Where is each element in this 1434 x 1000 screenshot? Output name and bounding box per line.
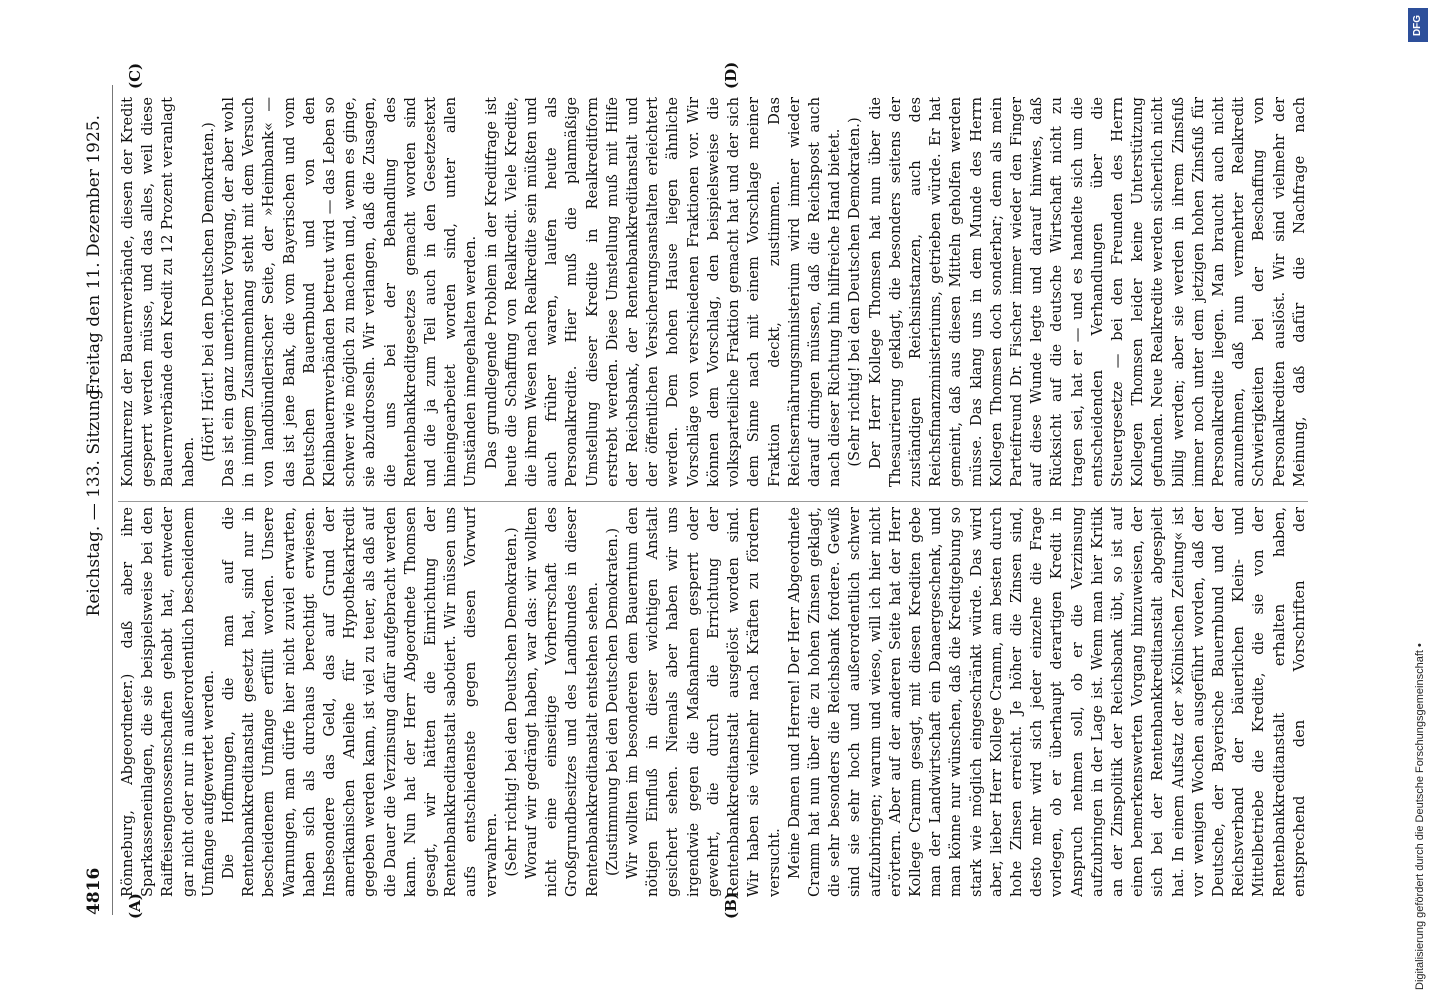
page-number: 4816 <box>84 867 104 915</box>
interjection: (Sehr richtig! bei den Deutschen Demokraten.) <box>502 527 520 877</box>
paragraph: Die Hoffnungen, die man auf die Rentenbankkreditanstalt gesetzt hat, sind nur in bescheidenem Umfange erfüllt worden. Unsere Warnungen, man dürfe hier nicht zuviel erwarten, haben sich als durchaus berechtigt erwiesen. Insbesondere das Geld, das auf Grund der amerikanischen Anleihe für Hypothekarkredit gegeben werden kann, ist viel zu teuer, als daß auf die Dauer die Verzinsung dafür aufgebracht werden kann. Nun hat der Herr Abgeordnete Thomsen gesagt, wir hätten die Einrichtung der Rentenbankkreditanstalt sabotiert. Wir müssen uns aufs entschiedenste gegen diesen Vorwurf verwahren. <box>220 507 500 897</box>
right-text-column <box>118 97 1308 487</box>
rotated-document-page <box>82 61 1332 919</box>
paragraph: Das grundlegende Problem in der Kreditfrage ist heute die Schaffung von Realkredit. Viele Kredite, die ihrem Wesen nach Realkredite sein müßten und auch früher waren, laufen heute als Personalkredite. Hier muß die planmäßige Umstellung dieser Kredite in Realkreditform erstrebt werden. Diese Umstellung muß mit Hilfe der Reichsbank, der Rentenbankkreditanstalt und der öffentlichen Versicherungsanstalten erleichtert werden. Dem hohen Hause liegen ähnliche Vorschläge von verschiedenen Fraktionen vor. Wir können dem Vorschlag, den beispielsweise die volksparteiliche Fraktion gemacht hat und der sich dem Sinne nach mit einem Vorschlage meiner Fraktion deckt, zustimmen. Das Reichsernährungsministerium wird immer wieder darauf dringen müssen, daß die Reichspost auch nach dieser Richtung hin hilfreiche Hand bietet. <box>482 97 844 487</box>
marker-a: (A) <box>126 893 144 919</box>
paragraph: Das ist ein ganz unerhörter Vorgang, der aber wohl in innigem Zusammenhang steht mit dem Versuch von landbündlerischer Seite, der »Heimbank« — das ist jene Bank, die vom Bayerischen und vom Deutschen Bauernbund und von den Kleinbauernverbänden betreut wird — das Leben so schwer wie möglich zu machen und, wenn es ginge, sie abzudrosseln. Wir verlangen, daß die Zusagen, die uns bei der Behandlung des Rentenbankkreditgesetzes gemacht worden sind und die ja zum Teil auch in den Gesetzestext hineingearbeitet worden sind, unter allen Umständen innegehalten werden. <box>220 97 480 487</box>
paragraph: Der Herr Kollege Thomsen hat nun über die Thesaurierung geklagt, die besonders seitens der zuständigen Reichsinstanzen, auch des Reichsfinanzministeriums, getrieben würde. Er hat gemeint, daß aus diesen Mitteln geholfen werden müsse. Das klang uns in dem Munde des Herrn Kollegen Thomsen doch sonderbar; denn als mein Parteifreund Dr. Fischer immer wieder den Finger auf diese Wunde legte und darauf hinwies, daß Rücksicht auf die deutsche Wirtschaft nicht zu tragen sei, hat er — und es handelte sich um die entscheidenden Verhandlungen über die Steuergesetze — bei den Freunden des Herrn Kollegen Thomsen leider keine Unterstützung gefunden. Neue Realkredite werden sicherlich nicht billig werden; aber sie werden in ihrem Zinsfuß immer noch unter dem jetzigen hohen Zinsfuß für Personalkredite liegen. Man braucht auch nicht anzunehmen, daß nun vermehrter Realkredit Schwierigkeiten bei der Beschaffung von Personalkrediten auslöst. Wir sind vielmehr der Meinung, daß dafür die Nachfrage nach <box>866 97 1308 487</box>
interjection: (Zustimmung bei den Deutschen Demokraten.) <box>603 527 621 877</box>
header-rule <box>112 85 113 915</box>
dfg-logo-text: DFG <box>1412 14 1424 36</box>
column-divider <box>118 501 1308 502</box>
header-date: Freitag den 11. Dezember 1925. <box>84 115 104 396</box>
header-session: Reichstag. — 133. Sitzung. <box>84 383 104 617</box>
marker-d: (D) <box>722 61 740 89</box>
digitization-credit: Digitalisierung gefördert durch die Deutsche Forschungsgemeinschaft • <box>1414 643 1426 990</box>
paragraph: Worauf wir gedrängt haben, war das: wir wollten nicht eine einseitige Vorherrschaft des Großgrundbesitzes und des Landbundes in dieser Rentenbankkreditanstalt entstehen sehen. <box>523 507 601 897</box>
paragraph: Rönneburg, Abgeordneter.) daß aber ihre Sparkasseneinlagen, die sie beispielsweise bei den Raiffeisengenossenschaften gehabt hat, entweder gar nicht oder nur in außerordentlich bescheidenem Umfange aufgewertet werden. <box>119 507 217 897</box>
paragraph: Konkurrenz der Bauernverbände, diesen der Kredit gesperrt werden müsse, und das alles, weil diese Bauernverbände den Kredit zu 12 Prozent veranlagt haben. <box>119 97 197 487</box>
page-header <box>82 85 112 915</box>
paragraph: Meine Damen und Herren! Der Herr Abgeordnete Cramm hat nun über die zu hohen Zinsen geklagt, die sehr besonders die Reichsbank fordere. Gewiß sind sie sehr hoch und außerordentlich schwer aufzubringen; warum und wieso, will ich hier nicht erörtern. Aber auf der anderen Seite hat der Herr Kollege Cramm gesagt, mit diesen Krediten gebe man der Landwirtschaft ein Danaergeschenk, und man könne nur wünschen, daß die Kreditgebung so stark wie möglich eingeschränkt würde. Das wird aber, lieber Herr Kollege Cramm, am besten durch hohe Zinsen erreicht. Je höher die Zinsen sind, desto mehr wird sich jeder einzelne die Frage vorlegen, ob er überhaupt derartigen Kredit in Anspruch nehmen soll, ob er die Verzinsung aufzubringen in der Lage ist. Wenn man hier Kritik an der Zinspolitik der Reichsbank übt, so ist auf einen bemerkenswerten Vorgang hinzuweisen, der sich bei der Rentenbankkreditanstalt abgespielt hat. In einem Aufsatz der »Kölnischen Zeitung« ist vor wenigen Wochen ausgeführt worden, daß der Deutsche, der Bayerische Bauernbund und der Reichsverband der bäuerlichen Klein- und Mittelbetriebe die Kredite, die sie von der Rentenbankkreditanstalt erhalten haben, entsprechend den Vorschriften der <box>785 507 1308 897</box>
interjection: (Sehr richtig! bei den Deutschen Demokraten.) <box>846 117 864 467</box>
marker-b: (B) <box>722 892 740 919</box>
interjection: (Hört! Hört! bei den Deutschen Demokraten.) <box>199 122 217 462</box>
dfg-logo <box>1408 8 1428 42</box>
paragraph: Wir wollten im besonderen dem Bauerntum den nötigen Einfluß in dieser wichtigen Anstalt gesichert sehen. Niemals aber haben wir uns irgendwie gegen die Maßnahmen gesperrt oder gewehrt, die durch die Errichtung der Rentenbankkreditanstalt ausgelöst worden sind. Wir haben sie vielmehr nach Kräften zu fördern versucht. <box>624 507 783 897</box>
left-text-column <box>118 507 1308 897</box>
marker-c: (C) <box>126 62 144 89</box>
